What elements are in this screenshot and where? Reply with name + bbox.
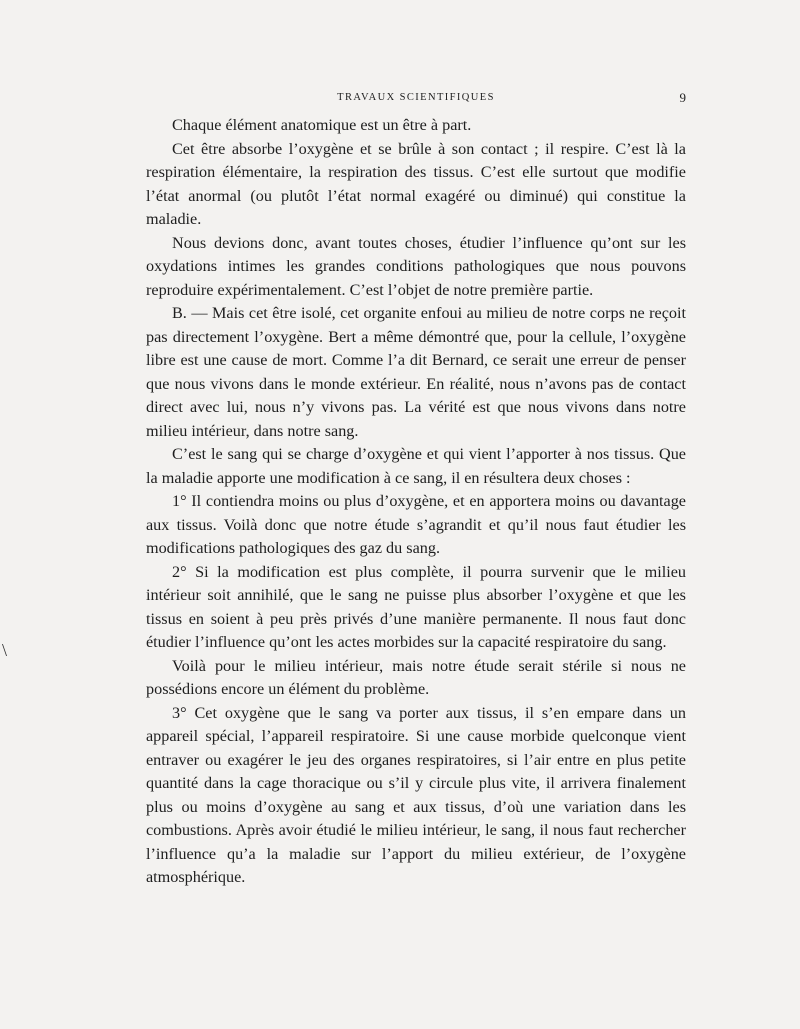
paragraph: 1° Il contiendra moins ou plus d’oxygène, et en apportera moins ou davantage aux tissus. Voilà donc que notre étude s’agrandit et qu’il nous faut étudier les modifications pathologiques des gaz du sang. (146, 492, 686, 557)
paragraph: Chaque élément anatomique est un être à part. (172, 116, 472, 134)
paragraph: 3° Cet oxygène que le sang va porter aux tissus, il s’en empare dans un appareil spécial, l’appareil respiratoire. Si une cause morbide quelconque vient entraver ou exagérer le jeu des organes respiratoires, si l’air entre en plus petite quantité dans la cage thoracique ou s’il y circule plus vite, il arrivera finalement plus ou moins d’oxygène au sang et aux tissus, d’où une variation dans les combustions. Après avoir étudié le milieu intérieur, le sang, il nous faut rechercher l’influence qu’a la maladie sur l’apport du milieu extérieur, de l’oxygène atmosphérique. (146, 703, 686, 886)
paragraph: Voilà pour le milieu intérieur, mais notre étude serait stérile si nous ne possédions encore un élément du problème. (146, 656, 686, 698)
paragraph: 2° Si la modification est plus complète, il pourra survenir que le milieu intérieur soit annihilé, que le sang ne puisse plus absorber l’oxygène et que les tissus en soient à peu près privés d’une manière permanente. Il nous faut donc étudier l’influence qu’ont les actes morbides sur la capacité respiratoire du sang. (146, 562, 686, 651)
margin-tick-mark: \ (2, 640, 8, 660)
running-title: TRAVAUX SCIENTIFIQUES (337, 92, 495, 103)
paragraph: Nous devions donc, avant toutes choses, étudier l’influence qu’ont sur les oxydations intimes les grandes conditions pathologiques que nous pouvons reproduire expérimentalement. C’est l’objet de notre première partie. (146, 233, 686, 299)
paragraph: Cet être absorbe l’oxygène et se brûle à son contact ; il respire. C’est là la respiration élémentaire, la respiration des tissus. C’est elle surtout que modifie l’état anormal (ou plutôt l’état normal exagéré ou diminué) qui constitue la maladie. (146, 139, 686, 228)
page-header (146, 88, 686, 110)
paragraph: C’est le sang qui se charge d’oxygène et qui vient l’apporter à nos tissus. Que la maladie apporte une modification à ce sang, il en résultera deux choses : (146, 445, 686, 487)
paragraph: B. — Mais cet être isolé, cet organite enfoui au milieu de notre corps ne reçoit pas directement l’oxygène. Bert a même démontré que, pour la cellule, l’oxygène libre est une cause de mort. Comme l’a dit Bernard, ce serait une erreur de penser que nous vivons dans le monde extérieur. En réalité, nous n’avons pas de contact direct avec lui, nous n’y vivons pas. La vérité est que nous vivons dans notre milieu intérieur, dans notre sang. (146, 304, 686, 440)
page-number: 9 (679, 90, 686, 105)
body-text (146, 114, 686, 890)
